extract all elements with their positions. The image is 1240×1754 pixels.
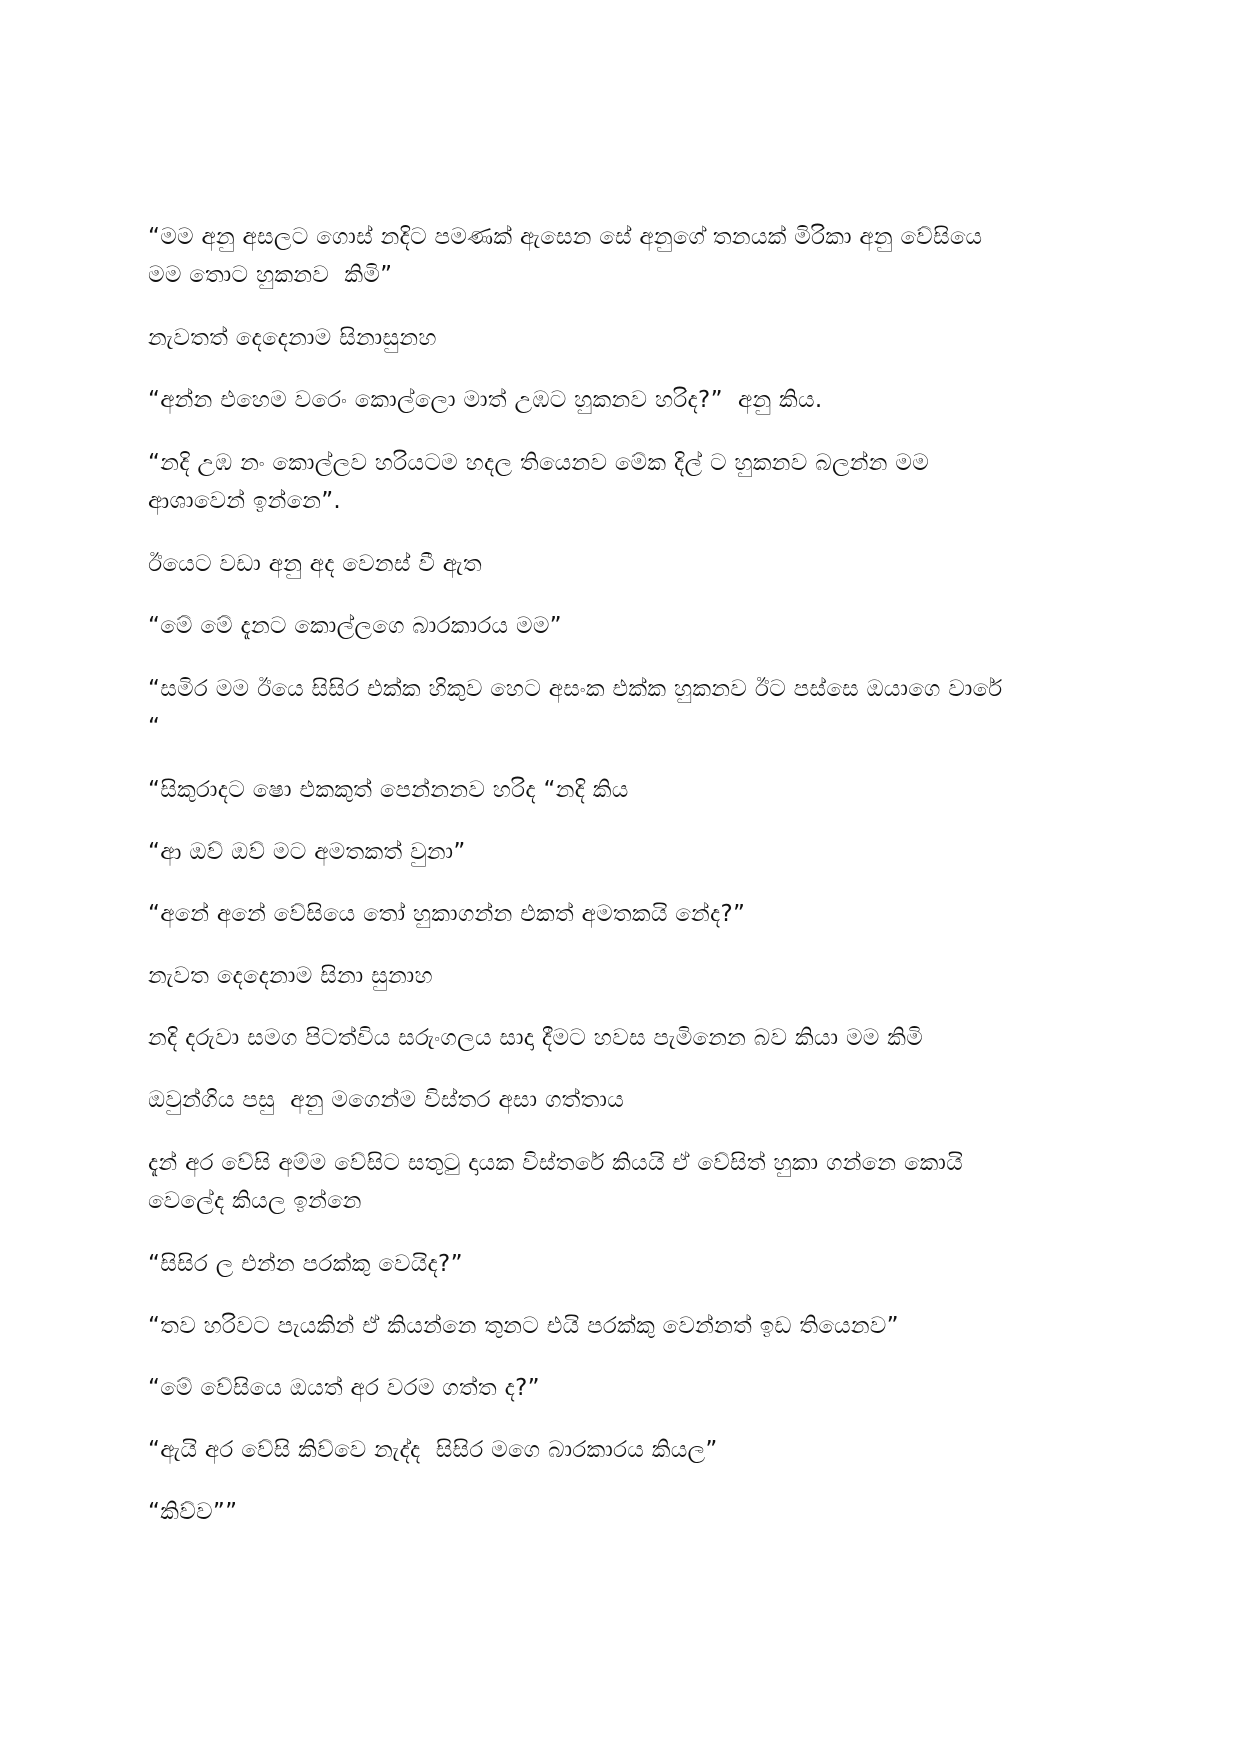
- paragraph-19: [148, 1494, 1098, 1530]
- paragraph-1-line-1: “මම අනු අසලට ගොස් නදිට පමණක් ඇසෙන සේ අනුගේ තනයක් මිරිකා අනු වේසියෙ: [148, 224, 983, 250]
- paragraph-18-line-1: “ඇයි අර වේසි කිව්වෙ නැද්ද සිසිර මගෙ බාරකාරය කියල”: [148, 1437, 718, 1463]
- paragraph-2-line-1: නැවතත් දෙදෙනාම සිනාසුනහ: [148, 325, 437, 351]
- paragraph-4-line-2: ආශාවෙන් ඉන්නෙ”.: [148, 488, 342, 514]
- paragraph-16-line-1: “තව හරිවට පැයකින් ඒ කියන්නෙ තුනට එයි පරක්කු වෙන්නත් ඉඩ තියෙනව”: [148, 1313, 899, 1339]
- paragraph-15: [148, 1246, 1098, 1282]
- paragraph-7: [148, 670, 1098, 746]
- paragraph-17-line-1: “මේ වේසියෙ ඔයත් අර වරම ගත්ත ද?”: [148, 1375, 540, 1401]
- paragraph-6-line-1: “මේ මේ දැනට කොල්ලගෙ බාරකාරය මම”: [148, 613, 562, 639]
- paragraph-8-line-1: “සිකුරාදට ෂො එකකුත් පෙන්නනව හරිද “නදි කිය: [148, 777, 629, 803]
- paragraph-10: [148, 896, 1098, 932]
- paragraph-9-line-1: “ආ ඔව් ඔව් මට අමතකත් වුනා”: [148, 839, 466, 865]
- paragraph-3: [148, 382, 1098, 418]
- paragraph-13: [148, 1082, 1098, 1118]
- paragraph-3-line-1: “අන්න එහෙම වරෙං කොල්ලො මාත් උඹට හුකනව හරිද?” අනු කිය.: [148, 387, 823, 413]
- paragraph-1: [148, 218, 1098, 294]
- paragraph-9: [148, 834, 1098, 870]
- paragraph-11-line-1: නැවත දෙදෙනාම සිනා සුනාහ: [148, 963, 433, 989]
- paragraph-8: [148, 772, 1098, 808]
- paragraph-5-line-1: ඊයෙට වඩා අනු අද වෙනස් වී ඇත: [148, 551, 483, 577]
- paragraph-4-line-1: “නදි උඹ නං කොල්ලව හරියටම හදල තියෙනව මේක දිල් ට හුකනව බලන්න මම: [148, 450, 930, 476]
- paragraph-4: [148, 444, 1098, 520]
- paragraph-11: [148, 958, 1098, 994]
- paragraph-15-line-1: “සිසිර ල එන්න පරක්කු වෙයිද?”: [148, 1251, 463, 1277]
- paragraph-7-line-2: “: [148, 714, 161, 740]
- paragraph-14: [148, 1144, 1098, 1220]
- paragraph-6: [148, 608, 1098, 644]
- document-body: [148, 218, 1098, 1556]
- paragraph-5: [148, 546, 1098, 582]
- paragraph-19-line-1: “කිව්ව””: [148, 1499, 238, 1525]
- paragraph-7-line-1: “සමිර මම ඊයෙ සිසිර එක්ක හිකුව හෙට අසංක එක්ක හුකනව ඊට පස්සෙ ඔයාගෙ වාරේ: [148, 676, 1003, 702]
- paragraph-16: [148, 1308, 1098, 1344]
- paragraph-17: [148, 1370, 1098, 1406]
- paragraph-14-line-2: වෙලේද කියල ඉන්නෙ: [148, 1188, 362, 1214]
- paragraph-18: [148, 1432, 1098, 1468]
- paragraph-2: [148, 320, 1098, 356]
- paragraph-1-line-2: මම තොට හුකනව කිමි”: [148, 262, 393, 288]
- paragraph-12: [148, 1020, 1098, 1056]
- paragraph-12-line-1: නදි දරුවා සමග පිටත්විය සරුංගලය සාදා දීමට හවස පැමිනෙන බව කියා මම කිමි: [148, 1025, 924, 1051]
- paragraph-13-line-1: ඔවුන්ගිය පසු අනු මගෙන්ම විස්තර අසා ගත්තාය: [148, 1087, 625, 1113]
- paragraph-14-line-1: දැන් අර වේසි අම්ම වේසිට සතුටු දායක විස්තරේ කියයි ඒ වේසිත් හුකා ගන්නෙ කොයි: [148, 1150, 963, 1176]
- paragraph-10-line-1: “අනේ අනේ වේසියෙ තෝ හුකාගන්න එකත් අමතකයි නේද?”: [148, 901, 746, 927]
